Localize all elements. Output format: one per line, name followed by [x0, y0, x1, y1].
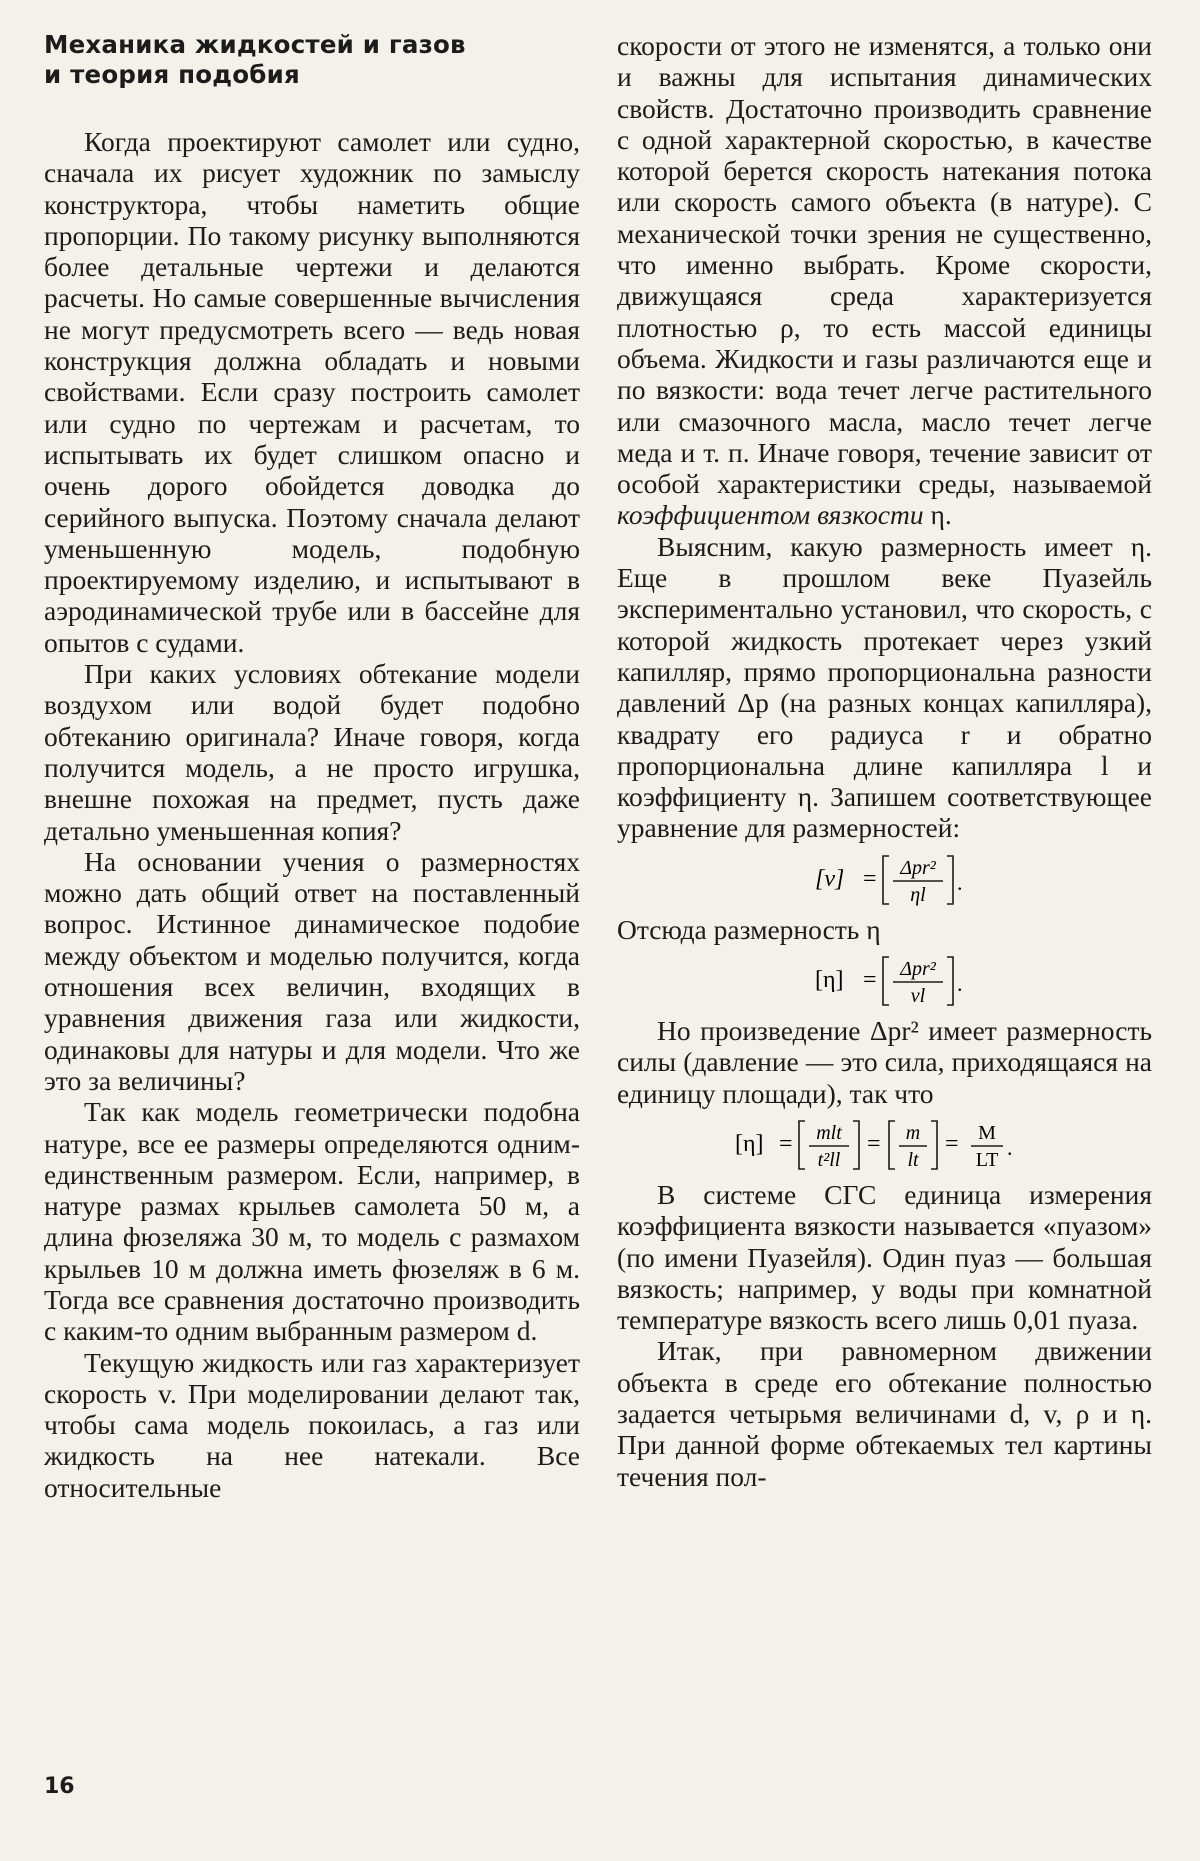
eq3-numerator-3: M — [977, 1121, 996, 1144]
eq3-end: . — [1006, 1134, 1012, 1160]
eq1-end: . — [956, 869, 962, 895]
equation-viscosity-dimension — [617, 951, 1152, 1009]
term-viscosity: коэффициентом вязкости — [617, 499, 924, 531]
paragraph: скорости от этого не изменятся, а только они и важны для испытания динамических свойств. Достаточно производить сравнение с одной характерной скоростью, в качестве которой берется скорость натекания потока или скорость самого объекта (в натуре). С механической точки зрения не существенно, что именно выбрать. Кроме скорости, движущаяся среда характеризуется плотностью ρ, то есть массой единицы объема. Жидкости и газы различаются еще и по вязкости: вода течет легче растительного или смазочного масла, масло течет легче меда и т. п. Иначе говоря, течение зависит от особой характеристики среды, называемой коэффициентом вязкости η. — [617, 30, 1152, 531]
paragraph: Так как модель геометрически подобна натуре, все ее размеры определяются одним-единственным размером. Если, например, в натуре размах крыльев самолета 50 м, а длина фюзеляжа 30 м, то модель с размахом крыльев 10 м должна иметь фюзеляж в 6 м. Тогда все сравнения достаточно производить с каким-то одним выбранным размером d. — [44, 1096, 580, 1347]
paragraph: Но произведение Δpr² имеет размерность силы (давление — это сила, приходящаяся на единицу площади), так что — [617, 1015, 1152, 1109]
paragraph: В системе СГС единица измерения коэффициента вязкости называется «пуазом» (по имени Пуазейля). Один пуаз — большая вязкость; например, у воды при комнатной температуре вязкость всего лишь 0,01 пуаза. — [617, 1178, 1152, 1336]
eq3-equals-3: = — [944, 1130, 959, 1157]
left-column — [44, 30, 580, 1503]
paragraph: Итак, при равномерном движении объекта в среде его обтекание полностью задается четырьмя величинами d, v, ρ и η. При данной форме обтекаемых тел картины течения пол- — [617, 1335, 1152, 1492]
paragraph: При каких условиях обтекание модели воздухом или водой будет подобно обтеканию оригинала? Иначе говоря, когда получится модель, а не просто игрушка, внешне похожая на предмет, пусть даже детально уменьшенная копия? — [44, 658, 580, 846]
right-column — [617, 30, 1152, 1492]
paragraph: Текущую жидкость или газ характеризует скорость v. При моделировании делают так, чтобы сама модель покоилась, а газ или жидкость на нее натекали. Все относительные — [44, 1346, 580, 1503]
paragraph: Выясним, какую размерность имеет η. Еще в прошлом веке Пуазейль экспериментально установил, что скорость, с которой жидкость протекает через узкий капилляр, прямо пропорциональна разности давлений Δp (на разных концах капилляра), квадрату его радиуса r и обратно пропорциональна длине капилляра l и коэффициенту η. Запишем соответствующее уравнение для размерностей: — [617, 530, 1152, 844]
eq1-equals: = — [862, 865, 877, 892]
eq2-numerator: Δpr² — [899, 958, 936, 981]
eq1-lhs: [v] — [814, 865, 844, 892]
title-line-1: Механика жидкостей и газов — [44, 30, 466, 59]
eq3-denominator-2: lt — [906, 1148, 919, 1171]
eq1-denominator: ηl — [909, 883, 926, 906]
eq3-equals-1: = — [778, 1130, 793, 1157]
equation-velocity-dimension — [617, 850, 1152, 908]
eq3-denominator-1: t²ll — [817, 1148, 840, 1171]
title-line-2: и теория подобия — [44, 60, 300, 89]
eq3-denominator-3: LT — [975, 1148, 998, 1171]
eq3-numerator-2: m — [905, 1121, 920, 1144]
eq2-denominator: vl — [910, 985, 925, 1008]
eq2-end: . — [956, 971, 962, 997]
eq2-lhs: [η] — [814, 967, 844, 994]
equation-viscosity-mlt — [617, 1115, 1152, 1173]
section-title — [44, 30, 580, 90]
paragraph: На основании учения о размерностях можно дать общий ответ на поставленный вопрос. Истинное динамическое подобие между объектом и моделью получится, когда отношения всех величин, входящих в уравнения движения газа или жидкости, одинаковы для натуры и для модели. Что же это за величины? — [44, 845, 580, 1096]
paragraph: Отсюда размерность η — [617, 913, 881, 945]
eq1-numerator: Δpr² — [899, 856, 936, 879]
paragraph: Когда проектируют самолет или судно, сначала их рисует художник по замыслу конструктора, чтобы наметить общие пропорции. По такому рисунку выполняются более детальные чертежи и делаются расчеты. Но самые совершенные вычисления не могут предусмотреть всего — ведь новая конструкция должна обладать и новыми свойствами. Если сразу построить самолет или судно по чертежам и расчетам, то испытывать их будет слишком опасно и очень дорого обойдется доводка до серийного выпуска. Поэтому сначала делают уменьшенную модель, подобную проектируемому изделию, и испытывают в аэродинамической трубе или в бассейне для опытов с судами. — [44, 126, 580, 658]
eq2-equals: = — [862, 967, 877, 994]
page-number: 16 — [44, 1774, 75, 1799]
eq3-equals-2: = — [866, 1130, 881, 1157]
eq3-lhs: [η] — [734, 1130, 764, 1157]
eq3-numerator-1: mlt — [815, 1121, 842, 1144]
